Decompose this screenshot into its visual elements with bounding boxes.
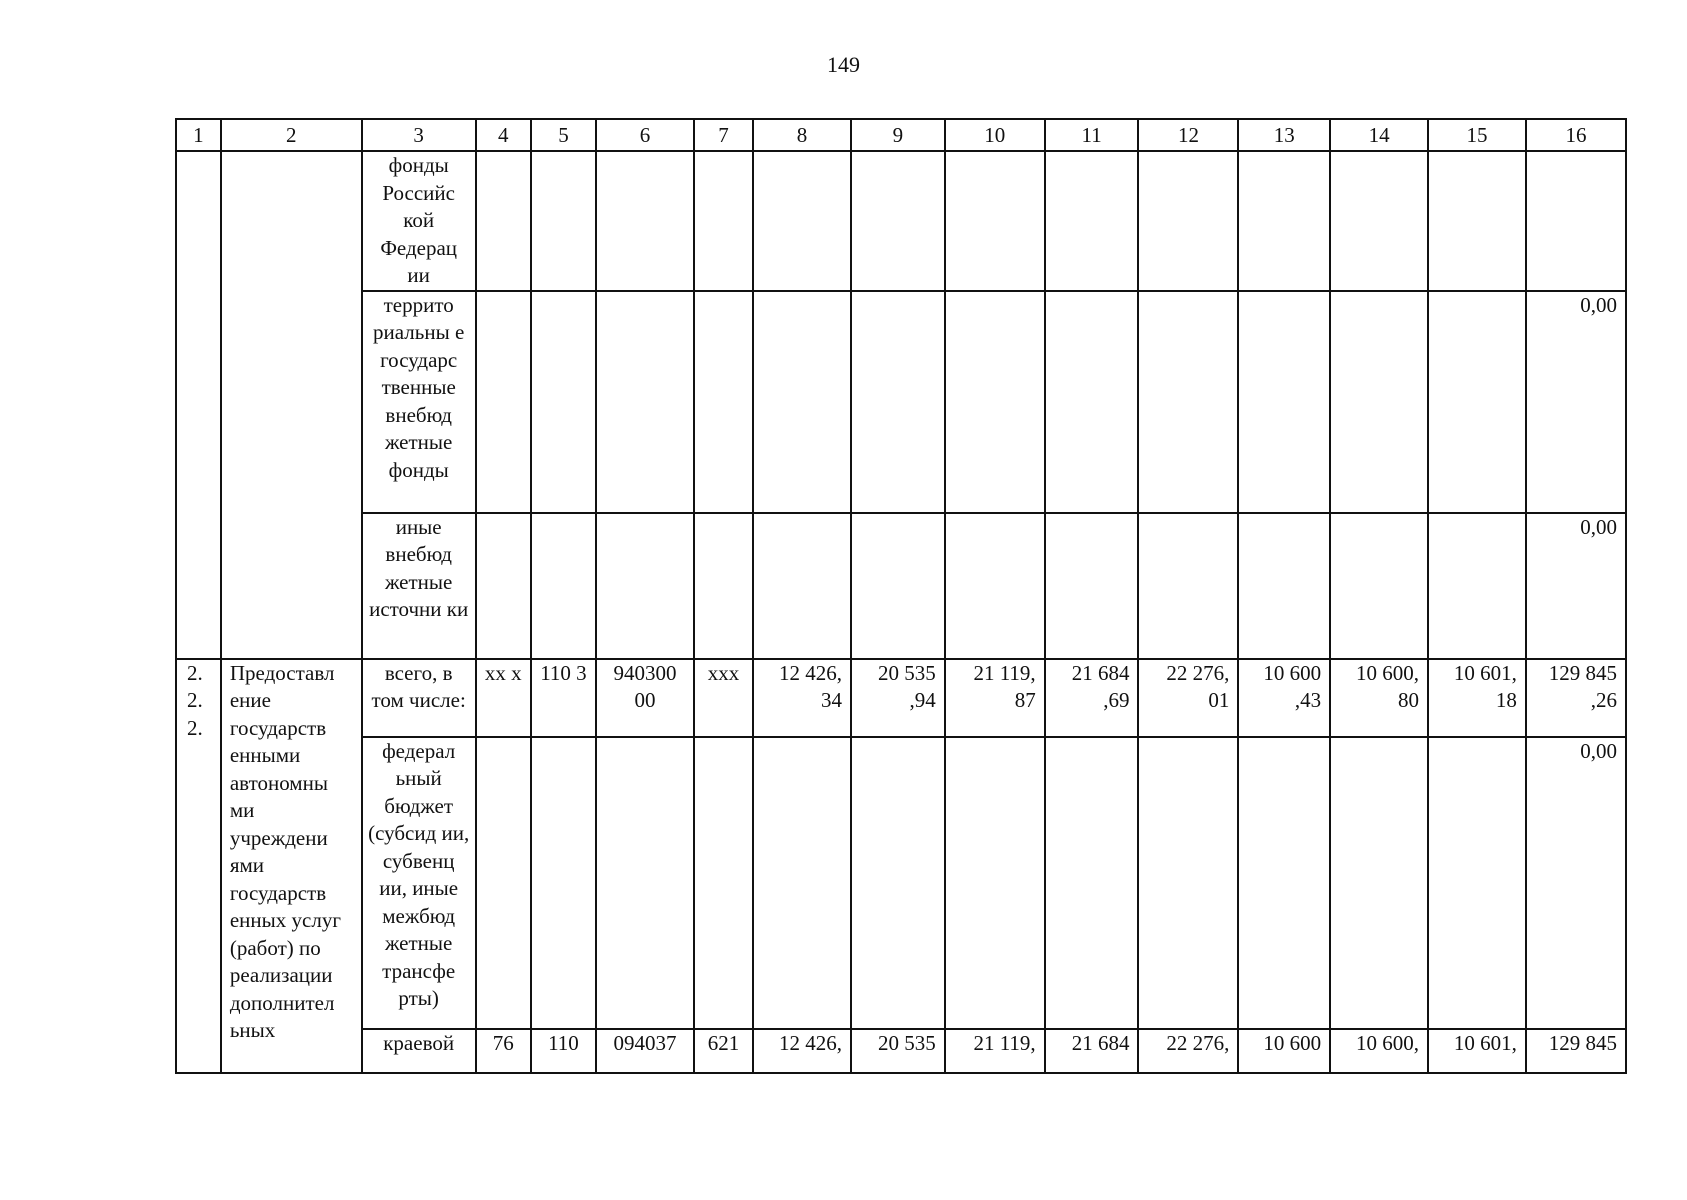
page-number: 149 [827,52,860,77]
table-row-regional [176,1029,1626,1073]
empty-cell [1238,291,1330,513]
row-name-cell [221,151,362,659]
empty-cell [531,151,596,291]
header-cell: 1 [176,119,221,151]
code-cell: 76 [476,1029,531,1073]
empty-cell [851,513,945,659]
budget-table [175,118,1627,1074]
value-cell: 22 276, [1138,1029,1238,1073]
value-cell: 21 684 [1045,1029,1139,1073]
value-cell: 20 535 [851,1029,945,1073]
empty-cell [1428,513,1526,659]
code-cell: 094037 [596,1029,694,1073]
code-cell: 110 [531,1029,596,1073]
source-cell: иные внебюд жетные источни ки [362,513,476,659]
code-cell: 621 [694,1029,753,1073]
source-cell: фонды Российс кой Федерац ии [362,151,476,291]
empty-cell [476,513,531,659]
empty-cell [476,151,531,291]
empty-cell [531,291,596,513]
empty-cell [694,513,753,659]
empty-cell [596,291,694,513]
empty-cell [1138,513,1238,659]
value-cell: 10 600, 80 [1330,659,1428,737]
header-cell: 10 [945,119,1045,151]
total-cell: 0,00 [1526,291,1626,513]
code-cell: 110 3 [531,659,596,737]
empty-cell [1330,737,1428,1029]
empty-cell [1045,291,1139,513]
row-number-cell [176,151,221,659]
header-cell: 4 [476,119,531,151]
empty-cell [476,291,531,513]
value-cell: 21 119, [945,1029,1045,1073]
empty-cell [851,737,945,1029]
header-cell: 2 [221,119,362,151]
table-row-territorial [176,291,1626,513]
source-cell: федерал ьный бюджет (субсид ии, субвенц ии, иные межбюд жетные трансфе рты) [362,737,476,1029]
empty-cell [1238,151,1330,291]
code-cell: 940300 00 [596,659,694,737]
header-cell: 14 [1330,119,1428,151]
total-cell: 0,00 [1526,513,1626,659]
value-cell: 10 601, 18 [1428,659,1526,737]
table-row-funds-rf [176,151,1626,291]
empty-cell [694,291,753,513]
empty-cell [1428,291,1526,513]
header-cell: 5 [531,119,596,151]
value-cell: 10 600 ,43 [1238,659,1330,737]
empty-cell [1330,151,1428,291]
row-name-cell: Предоставл ение государств енными автономны ми учреждени ями государств енных услуг (работ) по реализации дополнител ьных [221,659,362,1073]
empty-cell [596,151,694,291]
value-cell: 20 535 ,94 [851,659,945,737]
header-cell: 6 [596,119,694,151]
empty-cell [1045,151,1139,291]
empty-cell [531,513,596,659]
empty-cell [1045,513,1139,659]
empty-cell [1330,291,1428,513]
header-cell: 3 [362,119,476,151]
code-cell: хх х [476,659,531,737]
header-cell: 8 [753,119,851,151]
source-cell: террито риальны е государс твенные внебюд жетные фонды [362,291,476,513]
empty-cell [1428,737,1526,1029]
value-cell: 12 426, [753,1029,851,1073]
header-cell: 12 [1138,119,1238,151]
empty-cell [945,737,1045,1029]
empty-cell [476,737,531,1029]
value-cell: 10 600 [1238,1029,1330,1073]
total-cell: 129 845 [1526,1029,1626,1073]
header-cell: 13 [1238,119,1330,151]
empty-cell [945,291,1045,513]
total-cell: 0,00 [1526,737,1626,1029]
value-cell: 21 684 ,69 [1045,659,1139,737]
value-cell: 10 600, [1330,1029,1428,1073]
empty-cell [531,737,596,1029]
total-cell [1526,151,1626,291]
empty-cell [1138,291,1238,513]
table-row-other [176,513,1626,659]
empty-cell [694,151,753,291]
value-cell: 10 601, [1428,1029,1526,1073]
total-cell: 129 845 ,26 [1526,659,1626,737]
table-row-total [176,659,1626,737]
empty-cell [694,737,753,1029]
code-cell: ххх [694,659,753,737]
header-cell: 9 [851,119,945,151]
source-cell: краевой [362,1029,476,1073]
empty-cell [851,291,945,513]
value-cell: 12 426, 34 [753,659,851,737]
value-cell: 21 119, 87 [945,659,1045,737]
header-cell: 11 [1045,119,1139,151]
header-cell: 16 [1526,119,1626,151]
header-cell: 7 [694,119,753,151]
empty-cell [753,513,851,659]
empty-cell [753,737,851,1029]
empty-cell [596,737,694,1029]
table-row-federal [176,737,1626,1029]
empty-cell [1330,513,1428,659]
empty-cell [1238,737,1330,1029]
empty-cell [1138,737,1238,1029]
row-number-cell: 2. 2. 2. [176,659,221,1073]
empty-cell [1428,151,1526,291]
empty-cell [753,151,851,291]
empty-cell [1138,151,1238,291]
empty-cell [753,291,851,513]
header-cell: 15 [1428,119,1526,151]
value-cell: 22 276, 01 [1138,659,1238,737]
empty-cell [945,151,1045,291]
empty-cell [945,513,1045,659]
empty-cell [596,513,694,659]
empty-cell [851,151,945,291]
empty-cell [1238,513,1330,659]
header-row [176,119,1626,151]
empty-cell [1045,737,1139,1029]
source-cell: всего, в том числе: [362,659,476,737]
